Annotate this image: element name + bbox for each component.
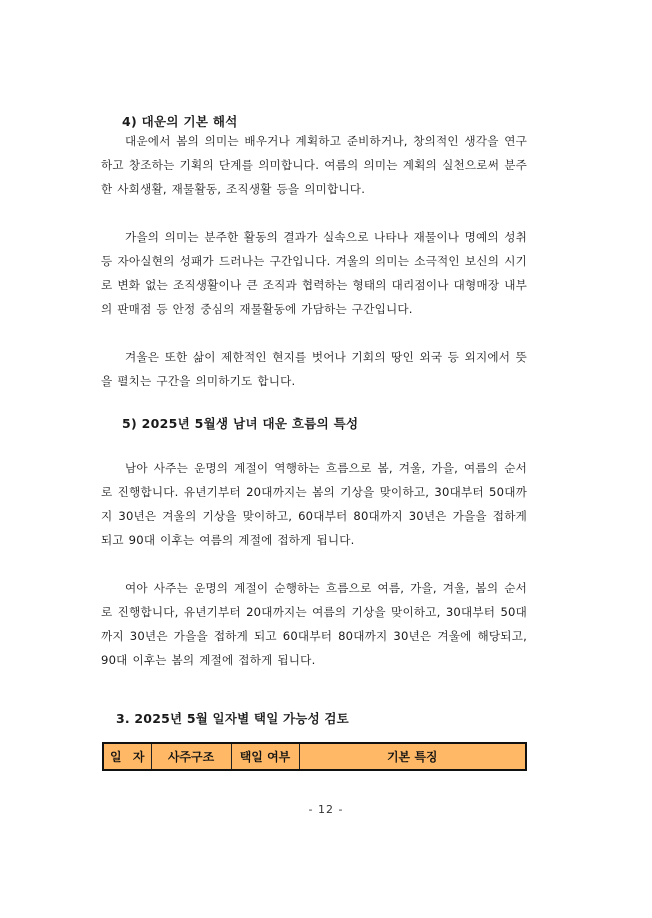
column-header-basic-features: 기본 특징 bbox=[299, 743, 526, 770]
column-header-selection-status: 택일 여부 bbox=[231, 743, 299, 770]
section-heading-daewoon-flow: 5) 2025년 5월생 남녀 대운 흐름의 특성 bbox=[122, 416, 359, 431]
date-selection-table bbox=[102, 742, 527, 771]
section-4-body bbox=[101, 129, 527, 393]
table-header-row bbox=[103, 743, 526, 770]
paragraph-autumn-winter: 가을의 의미는 분주한 활동의 결과가 실속으로 나타나 재물이나 명예의 성취 등 자아실현의 성패가 드러나는 구간입니다. 겨울의 의미는 소극적인 보신의 시기로 변화 없는 조직생활이나 큰 조직과 협력하는 형태의 대리점이나 대형매장 내부의 판매점 등 안정 중심의 재물활동에 가담하는 구간입니다. bbox=[101, 230, 527, 316]
chapter-heading-date-selection: 3. 2025년 5월 일자별 택일 가능성 검토 bbox=[116, 711, 349, 726]
paragraph-winter-abroad: 겨울은 또한 삶이 제한적인 현지를 벗어나 기회의 땅인 외국 등 외지에서 뜻을 펼치는 구간을 의미하기도 합니다. bbox=[101, 350, 527, 388]
section-5-body bbox=[101, 456, 527, 672]
section-heading-daewoon-interpretation: 4) 대운의 기본 해석 bbox=[122, 114, 238, 129]
paragraph-spring-summer: 대운에서 봄의 의미는 배우거나 계획하고 준비하거나, 창의적인 생각을 연구하고 창조하는 기획의 단계를 의미합니다. 여름의 의미는 계획의 실천으로써 분주한 사회생활, 재물활동, 조직생활 등을 의미합니다. bbox=[101, 134, 527, 196]
column-header-date: 일 자 bbox=[103, 743, 151, 770]
page-number: - 12 - bbox=[308, 803, 344, 816]
column-header-saju-structure: 사주구조 bbox=[151, 743, 231, 770]
paragraph-male-flow: 남아 사주는 운명의 계절이 역행하는 흐름으로 봄, 겨울, 가을, 여름의 순서로 진행합니다. 유년기부터 20대까지는 봄의 기상을 맞이하고, 30대부터 50대까지 30년은 겨울의 기상을 맞이하고, 60대부터 80대까지 30년은 가을을 접하게 되고 90대 이후는 여름의 계절에 접하게 됩니다. bbox=[101, 461, 527, 547]
paragraph-female-flow: 여아 사주는 운명의 계절이 순행하는 흐름으로 여름, 가을, 겨울, 봄의 순서로 진행합니다, 유년기부터 20대까지는 여름의 기상을 맞이하고, 30대부터 50대까지 30년은 가을을 접하게 되고 60대부터 80대까지 30년은 겨울에 해당되고, 90대 이후는 봄의 계절에 접하게 됩니다. bbox=[101, 581, 527, 667]
